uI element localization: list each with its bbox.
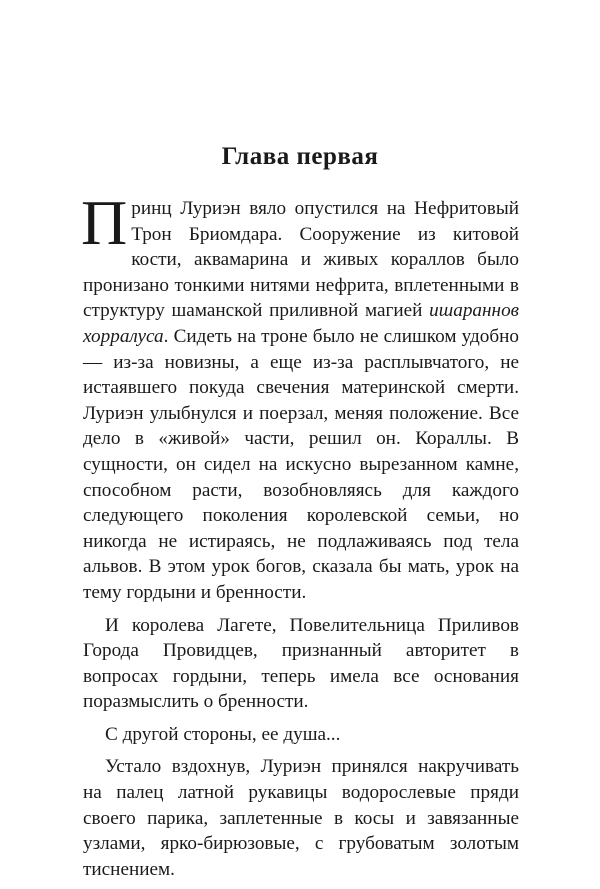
chapter-body bbox=[81, 187, 519, 889]
paragraph-2: И королева Лагете, Повелительница Приливов Города Провидцев, признанный авторитет в вопросах гордыни, теперь имела все основания поразмыслить о бренности. bbox=[83, 614, 519, 713]
paragraph-1-italic: ишараннов хорралуса bbox=[83, 300, 519, 347]
paragraph-1-text-a: ринц Луриэн вяло опустился на Нефритовый Трон Бриомдара. Сооружение из китовой кости, аквамарина и живых кораллов было пронизано тонкими нитями нефрита, вплетенными в структуру шаманской приливной магией bbox=[83, 198, 519, 322]
paragraph-1 bbox=[81, 187, 519, 606]
chapter-title: Глава первая bbox=[221, 143, 379, 170]
paragraph-1-text-b: . Сидеть на троне было не слишком удобно — из-за новизны, а еще из-за расплывчатого, не истаявшего покуда свечения материнской смерти. Луриэн улыбнулся и поерзал, меняя положение. Все дело в «живой» части, решил он. Кораллы. В сущности, он сидел на искусно вырезанном камне, способном расти, возобновляясь для каждого следующего поколения королевской семьи, но никогда не истираясь, не подлаживаясь под тела альвов. В этом урок богов, сказала бы мать, урок на тему гордыни и бренности. bbox=[83, 325, 519, 603]
drop-cap: П bbox=[81, 187, 128, 258]
paragraph-4: Устало вздохнув, Луриэн принялся накручивать на палец латной рукавицы водорослевые пряди своего парика, заплетенные в косы и завязанные узлами, ярко-бирюзовые, с грубоватым золотым тиснением. bbox=[83, 756, 519, 880]
paragraph-3: С другой стороны, ее душа... bbox=[105, 723, 341, 745]
